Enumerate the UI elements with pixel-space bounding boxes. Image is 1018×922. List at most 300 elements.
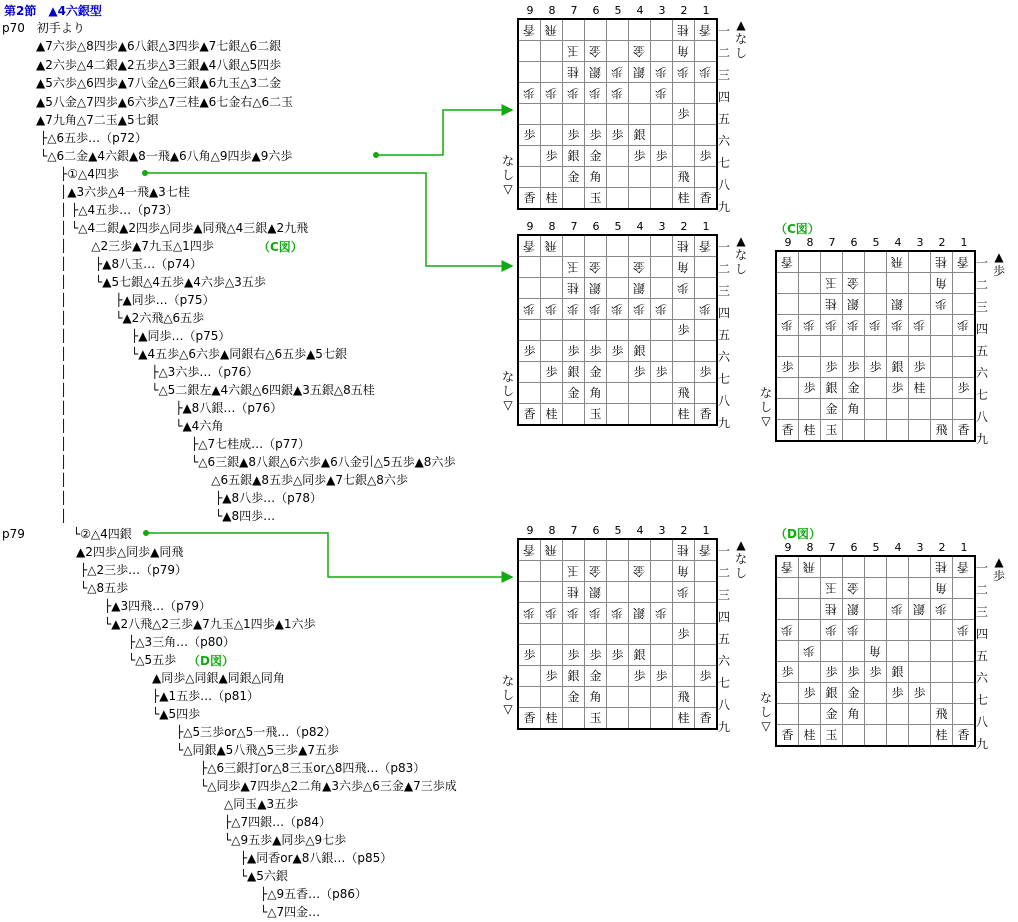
row-number: 八 (717, 178, 730, 192)
sente-hand: ▲なし (734, 234, 747, 276)
board-square (541, 666, 563, 687)
board-square (695, 41, 718, 62)
sente-hand: ▲なし (734, 538, 747, 580)
sente-piece: 歩 (523, 344, 536, 358)
row-number: 五 (717, 328, 730, 342)
board-square (651, 167, 673, 188)
gote-piece: 銀 (589, 65, 602, 79)
board-square (629, 708, 651, 730)
gote-piece: 角 (935, 276, 948, 290)
board-square (651, 41, 673, 62)
board-square (651, 257, 673, 278)
tree-line: │ △2三歩▲7九玉△1四歩 (60, 239, 214, 253)
gote-piece: 桂 (935, 560, 948, 574)
board-square (931, 357, 953, 378)
column-number: 5 (614, 220, 622, 233)
sente-piece: 銀 (891, 360, 904, 374)
board-square (865, 578, 887, 599)
column-number: 9 (784, 541, 792, 554)
column-number: 4 (894, 541, 902, 554)
tree-line: │ ├△7七桂成…（p77） (60, 437, 311, 451)
sente-piece: 香 (523, 711, 536, 725)
board-square (865, 683, 887, 704)
sente-piece: 金 (825, 402, 838, 416)
tree-line: ▲5六歩△6四歩▲7八金△6三銀▲6九玉△3二金 (36, 76, 282, 90)
board-square (518, 362, 541, 383)
sente-piece: 香 (699, 711, 712, 725)
board-square (607, 561, 629, 582)
column-number: 8 (548, 4, 556, 17)
board-square (651, 582, 673, 603)
sente-piece: 桂 (545, 407, 558, 421)
board-square (953, 378, 976, 399)
sente-piece: 飛 (677, 386, 690, 400)
board-square (518, 257, 541, 278)
board-square (776, 620, 799, 641)
sente-piece: 金 (589, 365, 602, 379)
board-square (651, 235, 673, 257)
board-square (629, 146, 651, 167)
column-number: 9 (526, 524, 534, 537)
sente-piece: 歩 (523, 648, 536, 662)
board-square (673, 603, 695, 624)
shogi-board-5 (759, 541, 1005, 751)
sente-piece: 桂 (803, 423, 816, 437)
sente-piece: 歩 (847, 665, 860, 679)
board-square (585, 19, 607, 41)
row-number: 八 (717, 698, 730, 712)
board-square (843, 620, 865, 641)
board-square (607, 645, 629, 666)
gote-piece: 歩 (589, 86, 602, 100)
board-square (821, 336, 843, 357)
board-square (541, 125, 563, 146)
sente-piece: 香 (699, 407, 712, 421)
board-square (695, 278, 718, 299)
board-square (541, 708, 563, 730)
board-square (695, 257, 718, 278)
column-number: 5 (614, 524, 622, 537)
column-number: 4 (636, 4, 644, 17)
board-square (821, 641, 843, 662)
board-square (585, 708, 607, 730)
tree-line: │ ├▲8八銀…（p76） (60, 401, 283, 415)
tree-line: ├△5三歩or△5一飛…（p82） (80, 725, 337, 739)
board-square (821, 683, 843, 704)
board-square (776, 336, 799, 357)
column-number: 6 (850, 541, 858, 554)
tree-line: │ └△5二銀左▲4六銀△6四銀▲3五銀△8五桂 (60, 383, 375, 397)
board-square (651, 83, 673, 104)
sente-piece: 歩 (847, 360, 860, 374)
board-square (651, 561, 673, 582)
sente-hand: ▲歩 (992, 555, 1005, 583)
sente-piece: 歩 (523, 128, 536, 142)
board-square (585, 362, 607, 383)
tree-line: │ ├△4五歩…（p73） (60, 203, 179, 217)
tree-line: ├▲同香or▲8八銀…（p85） (80, 851, 393, 865)
sente-piece: 飛 (677, 690, 690, 704)
board-square (953, 704, 976, 725)
board-square (887, 620, 909, 641)
tree-line: ├▲3四飛…（p79） (80, 599, 211, 613)
board-square (887, 357, 909, 378)
board-square (585, 62, 607, 83)
board-square (843, 294, 865, 315)
board-square (887, 704, 909, 725)
board-square (651, 603, 673, 624)
tree-line: ├△9五香…（p86） (80, 887, 367, 901)
tree-line: └△5五歩 (80, 653, 177, 667)
board-square (518, 341, 541, 362)
board-square (585, 125, 607, 146)
gote-piece: 歩 (655, 65, 668, 79)
board-square (865, 378, 887, 399)
board-square (799, 641, 821, 662)
gote-hand: なし▽ (501, 154, 514, 196)
gote-piece: 歩 (699, 65, 712, 79)
sente-piece: 歩 (589, 128, 602, 142)
board-square (865, 336, 887, 357)
row-number: 六 (975, 671, 988, 685)
board-square (799, 273, 821, 294)
row-number: 八 (975, 410, 988, 424)
sente-piece: 銀 (633, 128, 646, 142)
column-number: 7 (828, 236, 836, 249)
board-square (776, 725, 799, 747)
gote-piece: 香 (957, 255, 970, 269)
board-square (887, 251, 909, 273)
gote-piece: 飛 (803, 560, 816, 574)
tree-line: ▲5八金△7四歩▲6六歩△7三桂▲6七金右△6二玉 (36, 95, 294, 109)
gote-piece: 歩 (781, 318, 794, 332)
sente-piece: 銀 (825, 381, 838, 395)
board-square (651, 341, 673, 362)
gote-piece: 桂 (825, 297, 838, 311)
board-square (518, 582, 541, 603)
board-square (695, 362, 718, 383)
board-square (887, 378, 909, 399)
sente-piece: 歩 (803, 686, 816, 700)
row-number: 一 (717, 240, 730, 254)
sente-piece: 歩 (567, 344, 580, 358)
board-square (563, 341, 585, 362)
sente-piece: 桂 (677, 711, 690, 725)
board-square (518, 624, 541, 645)
row-number: 二 (717, 46, 730, 60)
board-square (931, 251, 953, 273)
column-number: 8 (548, 220, 556, 233)
tree-line: │ └▲4六角 (60, 419, 224, 433)
board-square (673, 188, 695, 210)
column-number: 2 (680, 4, 688, 17)
board-square (518, 708, 541, 730)
sente-piece: 歩 (913, 686, 926, 700)
board-square (563, 19, 585, 41)
gote-piece: 銀 (589, 585, 602, 599)
board-square (563, 383, 585, 404)
tree-line: ├△7四銀…（p84） (80, 815, 331, 829)
board-square (585, 341, 607, 362)
board-square (865, 620, 887, 641)
board-square (931, 620, 953, 641)
sente-piece: 香 (523, 407, 536, 421)
tree-line: │ ├▲同歩…（p75） (60, 293, 215, 307)
row-number: 五 (717, 632, 730, 646)
board-square (776, 683, 799, 704)
gote-piece: 香 (523, 239, 536, 253)
board-square (843, 357, 865, 378)
board-square (865, 273, 887, 294)
board-square (931, 315, 953, 336)
sente-piece: 香 (781, 423, 794, 437)
board-square (799, 662, 821, 683)
column-number: 7 (828, 541, 836, 554)
shogi-board-1 (501, 4, 747, 214)
column-number: 7 (570, 524, 578, 537)
board-square (843, 273, 865, 294)
column-number: 5 (614, 4, 622, 17)
board-square (607, 299, 629, 320)
board-square (629, 125, 651, 146)
sente-piece: 角 (847, 707, 860, 721)
sente-piece: 歩 (781, 665, 794, 679)
tree-line: ▲2六歩△4二銀▲2五歩△3三銀▲4八銀△5四歩 (36, 58, 282, 72)
board-square (843, 336, 865, 357)
row-number: 五 (717, 112, 730, 126)
board-square (799, 294, 821, 315)
board-square (887, 662, 909, 683)
board-square (695, 235, 718, 257)
tree-line: │ └△6三銀▲8八銀△6六歩▲6八金引△5五歩▲8六歩 (60, 455, 456, 469)
gote-piece: 金 (633, 260, 646, 274)
sente-piece: 歩 (677, 107, 690, 121)
tree-line: │ ├▲同歩…（p75） (60, 329, 231, 343)
sente-piece: 角 (589, 170, 602, 184)
tree-line: p79 └②△4四銀 (2, 527, 132, 541)
board-square (629, 383, 651, 404)
sente-piece: 歩 (869, 665, 882, 679)
board-square (865, 641, 887, 662)
board-square (931, 641, 953, 662)
diagram-d-caption: （D図） (775, 527, 821, 541)
board-square (651, 299, 673, 320)
row-number: 八 (975, 715, 988, 729)
board-square (953, 336, 976, 357)
sente-piece: 歩 (545, 149, 558, 163)
gote-piece: 歩 (825, 623, 838, 637)
board-square (909, 556, 931, 578)
board-square (953, 273, 976, 294)
board-square (909, 725, 931, 747)
board-square (563, 582, 585, 603)
sente-piece: 桂 (677, 191, 690, 205)
column-number: 8 (806, 236, 814, 249)
board-square (673, 645, 695, 666)
board-square (651, 320, 673, 341)
gote-piece: 桂 (677, 23, 690, 37)
gote-hand: なし▽ (759, 386, 772, 428)
gote-piece: 歩 (935, 297, 948, 311)
board-square (776, 357, 799, 378)
board-square (931, 725, 953, 747)
gote-piece: 銀 (847, 297, 860, 311)
board-square (607, 19, 629, 41)
board-square (673, 19, 695, 41)
board-square (629, 582, 651, 603)
board-square (607, 341, 629, 362)
board-square (629, 539, 651, 561)
board-square (673, 404, 695, 426)
board-square (931, 578, 953, 599)
row-number: 九 (717, 720, 730, 734)
board-square (776, 599, 799, 620)
column-number: 7 (570, 4, 578, 17)
sente-piece: 玉 (825, 728, 838, 742)
board-square (931, 378, 953, 399)
board-grid (517, 234, 718, 426)
board-square (607, 62, 629, 83)
sente-piece: 歩 (781, 360, 794, 374)
column-number: 5 (872, 236, 880, 249)
sente-piece: 角 (847, 402, 860, 416)
tree-line: └△同銀▲5八飛△5三歩▲7五歩 (80, 743, 340, 757)
gote-piece: 玉 (567, 44, 580, 58)
board-square (799, 315, 821, 336)
tree-line: └△9五歩▲同歩△9七歩 (80, 833, 347, 847)
board-square (651, 666, 673, 687)
gote-piece: 銀 (913, 602, 926, 616)
board-square (607, 167, 629, 188)
board-square (776, 420, 799, 442)
board-square (518, 62, 541, 83)
board-square (695, 404, 718, 426)
board-square (651, 104, 673, 125)
board-square (607, 125, 629, 146)
column-number: 9 (526, 4, 534, 17)
gote-piece: 香 (523, 23, 536, 37)
board-square (799, 420, 821, 442)
board-square (607, 582, 629, 603)
board-square (585, 83, 607, 104)
gote-piece: 歩 (957, 318, 970, 332)
row-number: 二 (975, 278, 988, 292)
column-number: 5 (872, 541, 880, 554)
gote-piece: 歩 (781, 623, 794, 637)
board-square (607, 666, 629, 687)
board-square (695, 83, 718, 104)
board-square (607, 257, 629, 278)
gote-piece: 歩 (545, 606, 558, 620)
row-number: 七 (717, 676, 730, 690)
sente-piece: 歩 (567, 128, 580, 142)
board-square (541, 235, 563, 257)
board-square (563, 62, 585, 83)
board-square (673, 320, 695, 341)
gote-piece: 銀 (589, 281, 602, 295)
board-square (953, 357, 976, 378)
gote-piece: 歩 (545, 302, 558, 316)
board-square (953, 578, 976, 599)
board-square (607, 708, 629, 730)
sente-piece: 桂 (913, 381, 926, 395)
gote-piece: 歩 (523, 86, 536, 100)
gote-piece: 歩 (891, 602, 904, 616)
tree-line: │ ├▲8八玉…（p74） (60, 257, 203, 271)
sente-piece: 香 (699, 191, 712, 205)
tree-line: │ ├△3六歩…（p76） (60, 365, 259, 379)
sente-piece: 歩 (633, 669, 646, 683)
board-square (518, 235, 541, 257)
gote-piece: 玉 (825, 276, 838, 290)
row-number: 五 (975, 649, 988, 663)
board-square (909, 704, 931, 725)
board-square (563, 104, 585, 125)
board-square (821, 399, 843, 420)
board-square (563, 257, 585, 278)
board-square (541, 19, 563, 41)
board-square (629, 320, 651, 341)
sente-piece: 桂 (935, 728, 948, 742)
board-square (887, 273, 909, 294)
board-square (673, 235, 695, 257)
board-square (887, 578, 909, 599)
gote-piece: 歩 (545, 86, 558, 100)
board-square (865, 556, 887, 578)
board-square (865, 725, 887, 747)
sente-piece: 歩 (611, 128, 624, 142)
gote-piece: 歩 (847, 318, 860, 332)
board-square (843, 599, 865, 620)
board-square (776, 578, 799, 599)
row-number: 七 (717, 156, 730, 170)
row-number: 七 (975, 693, 988, 707)
board-square (821, 378, 843, 399)
gote-piece: 歩 (803, 318, 816, 332)
board-square (585, 41, 607, 62)
tree-line: ├△6三銀打or△8三玉or△8四飛…（p83） (80, 761, 426, 775)
board-square (843, 251, 865, 273)
gote-piece: 香 (699, 239, 712, 253)
board-square (607, 603, 629, 624)
row-number: 四 (717, 90, 730, 104)
board-square (629, 188, 651, 210)
board-square (695, 624, 718, 645)
board-square (585, 624, 607, 645)
tree-line: └▲2八飛△2三歩▲7九玉△1四歩▲1六歩 (80, 617, 316, 631)
sente-piece: 銀 (633, 648, 646, 662)
sente-piece: 角 (589, 386, 602, 400)
gote-piece: 歩 (655, 606, 668, 620)
diagram-c-marker: （C図） (258, 240, 303, 254)
board-square (776, 556, 799, 578)
board-square (821, 725, 843, 747)
gote-piece: 歩 (589, 606, 602, 620)
board-square (585, 320, 607, 341)
board-square (563, 666, 585, 687)
board-square (953, 556, 976, 578)
board-square (585, 188, 607, 210)
row-number: 六 (717, 350, 730, 364)
tree-line: ├△6五歩…（p72） (40, 131, 147, 145)
board-square (821, 704, 843, 725)
board-square (865, 399, 887, 420)
board-square (865, 420, 887, 442)
column-number: 1 (702, 524, 710, 537)
board-square (673, 41, 695, 62)
column-number: 1 (702, 220, 710, 233)
gote-piece: 歩 (567, 86, 580, 100)
